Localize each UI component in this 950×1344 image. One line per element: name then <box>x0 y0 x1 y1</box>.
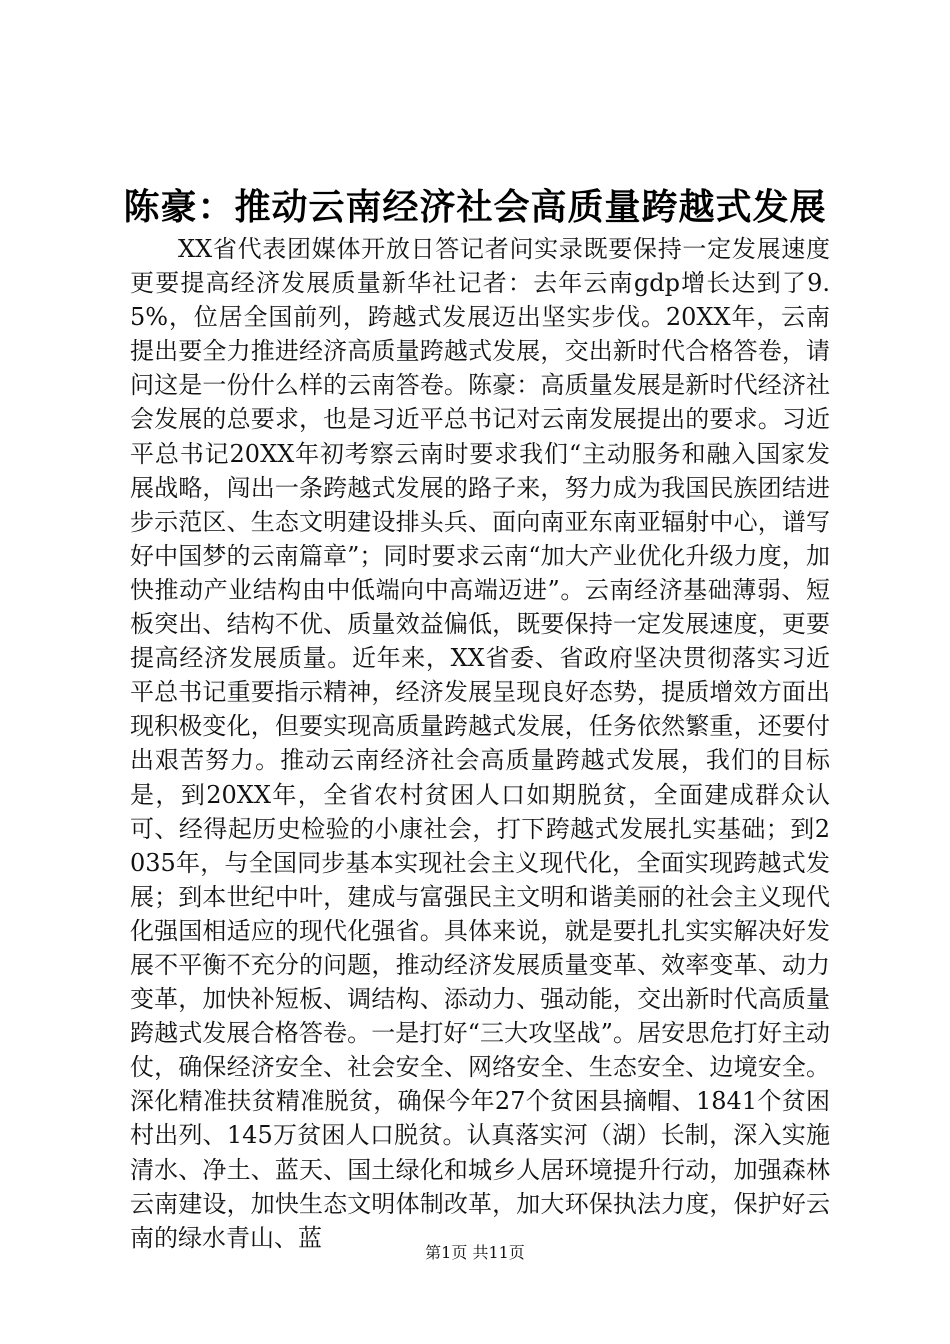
document-title: 陈豪：推动云南经济社会高质量跨越式发展 <box>123 187 827 228</box>
document-body-paragraph: XX省代表团媒体开放日答记者问实录既要保持一定发展速度更要提高经济发展质量新华社记者：去年云南gdp增长达到了9.5%，位居全国前列，跨越式发展迈出坚实步伐。20XX年，云南提出要全力推进经济高质量跨越式发展，交出新时代合格答卷，请问这是一份什么样的云南答卷。陈豪：高质量发展是新时代经济社会发展的总要求，也是习近平总书记对云南发展提出的要求。习近平总书记20XX年初考察云南时要求我们“主动服务和融入国家发展战略，闯出一条跨越式发展的路子来，努力成为我国民族团结进步示范区、生态文明建设排头兵、面向南亚东南亚辐射中心，谱写好中国梦的云南篇章”；同时要求云南“加大产业优化升级力度，加快推动产业结构由中低端向中高端迈进”。云南经济基础薄弱、短板突出、结构不优、质量效益偏低，既要保持一定发展速度，更要提高经济发展质量。近年来，XX省委、省政府坚决贯彻落实习近平总书记重要指示精神，经济发展呈现良好态势，提质增效方面出现积极变化，但要实现高质量跨越式发展，任务依然繁重，还要付出艰苦努力。推动云南经济社会高质量跨越式发展，我们的目标是，到20XX年，全省农村贫困人口如期脱贫，全面建成群众认可、经得起历史检验的小康社会，打下跨越式发展扎实基础；到2035年，与全国同步基本实现社会主义现代化，全面实现跨越式发展；到本世纪中叶，建成与富强民主文明和谐美丽的社会主义现代化强国相适应的现代化强省。具体来说，就是要扎扎实实解决好发展不平衡不充分的问题，推动经济发展质量变革、效率变革、动力变革，加快补短板、调结构、添动力、强动能，交出新时代高质量跨越式发展合格答卷。一是打好“三大攻坚战”。居安思危打好主动仗，确保经济安全、社会安全、网络安全、生态安全、边境安全。深化精准扶贫精准脱贫，确保今年27个贫困县摘帽、1841个贫困村出列、145万贫困人口脱贫。认真落实河（湖）长制，深入实施清水、净土、蓝天、国土绿化和城乡人居环境提升行动，加强森林云南建设，加快生态文明体制改革，加大环保执法力度，保护好云南的绿水青山、蓝 <box>130 235 830 1252</box>
page-number-footer: 第1页 共11页 <box>425 1243 525 1262</box>
